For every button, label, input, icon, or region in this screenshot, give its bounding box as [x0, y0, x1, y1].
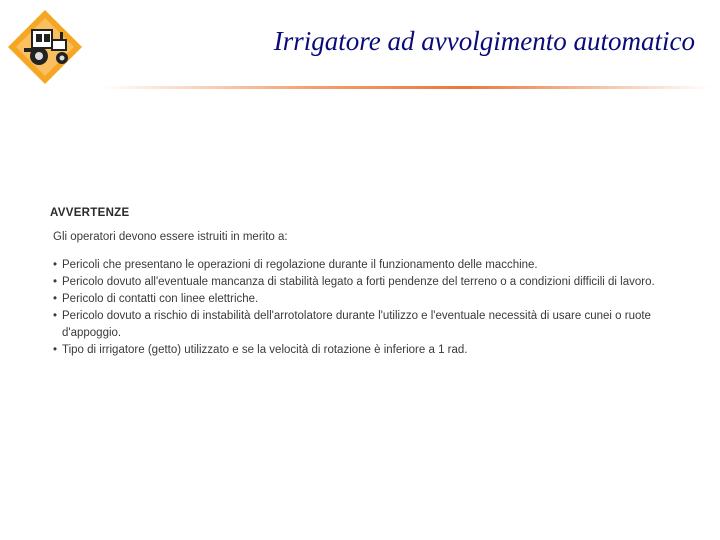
tractor-icon: [6, 8, 84, 86]
list-item: • Pericolo dovuto a rischio di instabilità dell'arrotolatore durante l'utilizzo e l'eventuale necessità di usare cunei o ruote d'appoggio.: [53, 308, 684, 342]
warnings-list: [50, 257, 690, 359]
list-item: • Pericolo di contatti con linee elettriche.: [53, 291, 684, 308]
list-item: • Pericoli che presentano le operazioni di regolazione durante il funzionamento delle macchine.: [53, 257, 684, 274]
slide-title: Irrigatore ad avvolgimento automatico: [273, 26, 695, 56]
list-item: • Tipo di irrigatore (getto) utilizzato e se la velocità di rotazione è inferiore a 1 rad.: [53, 342, 684, 359]
warnings-document: [50, 207, 690, 359]
warnings-intro: Gli operatori devono essere istruiti in merito a:: [53, 231, 288, 243]
title-divider: [100, 86, 710, 89]
list-item: • Pericolo dovuto all'eventuale mancanza di stabilità legato a forti pendenze del terreno o a condizioni difficili di lavoro.: [53, 274, 684, 291]
warnings-heading: AVVERTENZE: [50, 207, 130, 219]
tractor-logo: [6, 8, 84, 86]
